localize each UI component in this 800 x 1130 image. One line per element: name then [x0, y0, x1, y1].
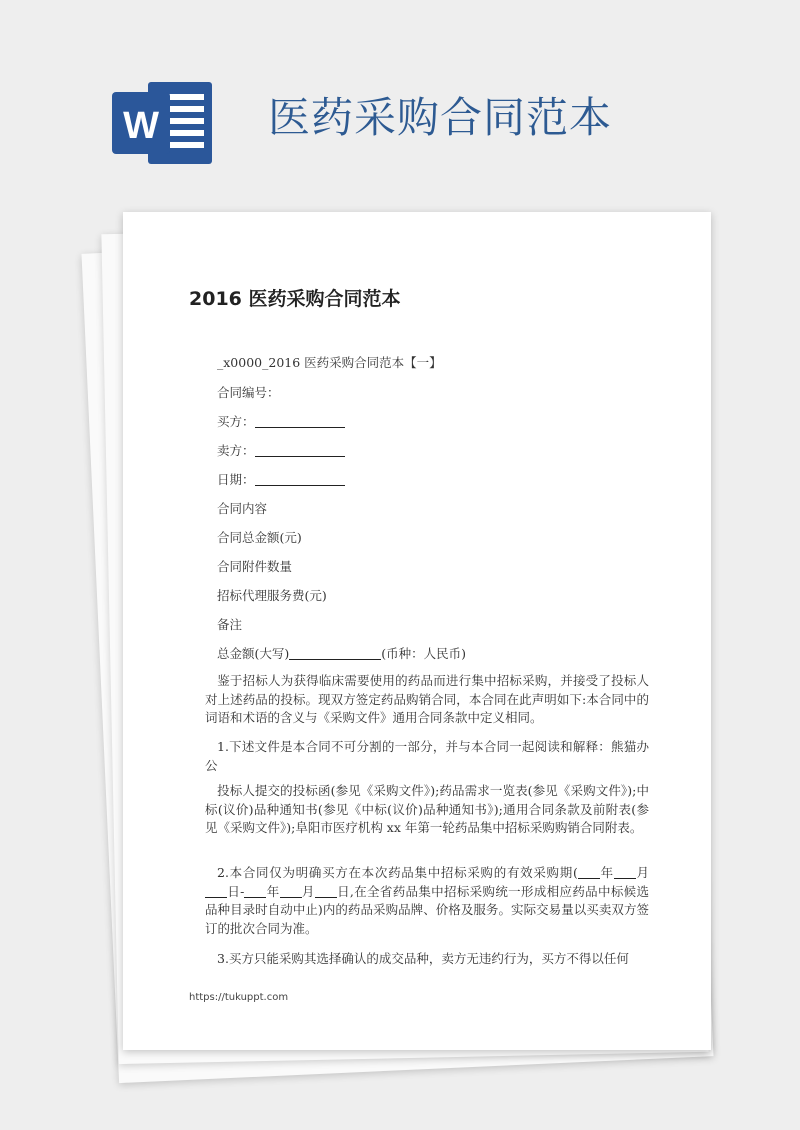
fee-label: 招标代理服务费(元) [217, 588, 327, 603]
header-title: 医药采购合同范本 [268, 93, 613, 142]
currency-label: (币种：人民币) [381, 646, 467, 661]
paragraph-2: 2.本合同仅为明确买方在本次药品集中招标采购的有效采购期( 年 月日- 年 月 日,在全省药品集中招标采购统一形成相应药品中标候选品种目录时自动中止)内的药品采购品牌、价格及服务。实际交易量以买卖双方签订的批次合同为准。 [205, 865, 649, 936]
date-blank [255, 472, 345, 486]
contract-no-label: 合同编号： [217, 385, 280, 400]
paragraph-1-detail: 投标人提交的投标函(参见《采购文件》);药品需求一览表(参见《采购文件》);中标(议价)品种通知书(参见《中标(议价)品种通知书》);通用合同条款及前附表(参见《采购文件》);阜阳市医疗机构 xx 年第一轮药品集中招标采购购销合同附表。 [205, 783, 649, 835]
buyer-blank [255, 414, 345, 428]
seller-line [217, 442, 345, 460]
content-label: 合同内容 [217, 501, 268, 516]
paragraph-1: 1.下述文件是本合同不可分割的一部分，并与本合同一起阅读和解释：熊猫办公 [205, 739, 649, 773]
date-label: 日期： [217, 472, 255, 487]
buyer-line [217, 413, 345, 431]
footer-url: https://tukuppt.com [189, 992, 289, 1003]
amount-label: 总金额(大写) [217, 646, 290, 661]
buyer-label: 买方： [217, 414, 255, 429]
seller-label: 卖方： [217, 443, 255, 458]
svg-text:W: W [123, 105, 159, 147]
amount-blank [289, 646, 381, 660]
document-subtitle: _x0000_2016 医药采购合同范本【一】 [217, 355, 442, 370]
remark-label: 备注 [217, 617, 243, 632]
attachments-label: 合同附件数量 [217, 559, 293, 574]
paragraph-3: 3.买方只能采购其选择确认的成交品种，卖方无违约行为，买方不得以任何 [217, 951, 629, 966]
total-label: 合同总金额(元) [217, 530, 302, 545]
seller-blank [255, 443, 345, 457]
amount-line [217, 645, 466, 663]
word-doc-icon [112, 78, 230, 168]
paragraph-intro: 鉴于招标人为获得临床需要使用的药品而进行集中招标采购，并接受了投标人对上述药品的投标。现双方签定药品购销合同，本合同在此声明如下:本合同中的词语和术语的含义与《采购文件》通用合同条款中定义相同。 [205, 673, 649, 725]
document-title: 2016 医药采购合同范本 [189, 288, 401, 310]
date-line [217, 471, 345, 489]
document-page [123, 212, 711, 1050]
